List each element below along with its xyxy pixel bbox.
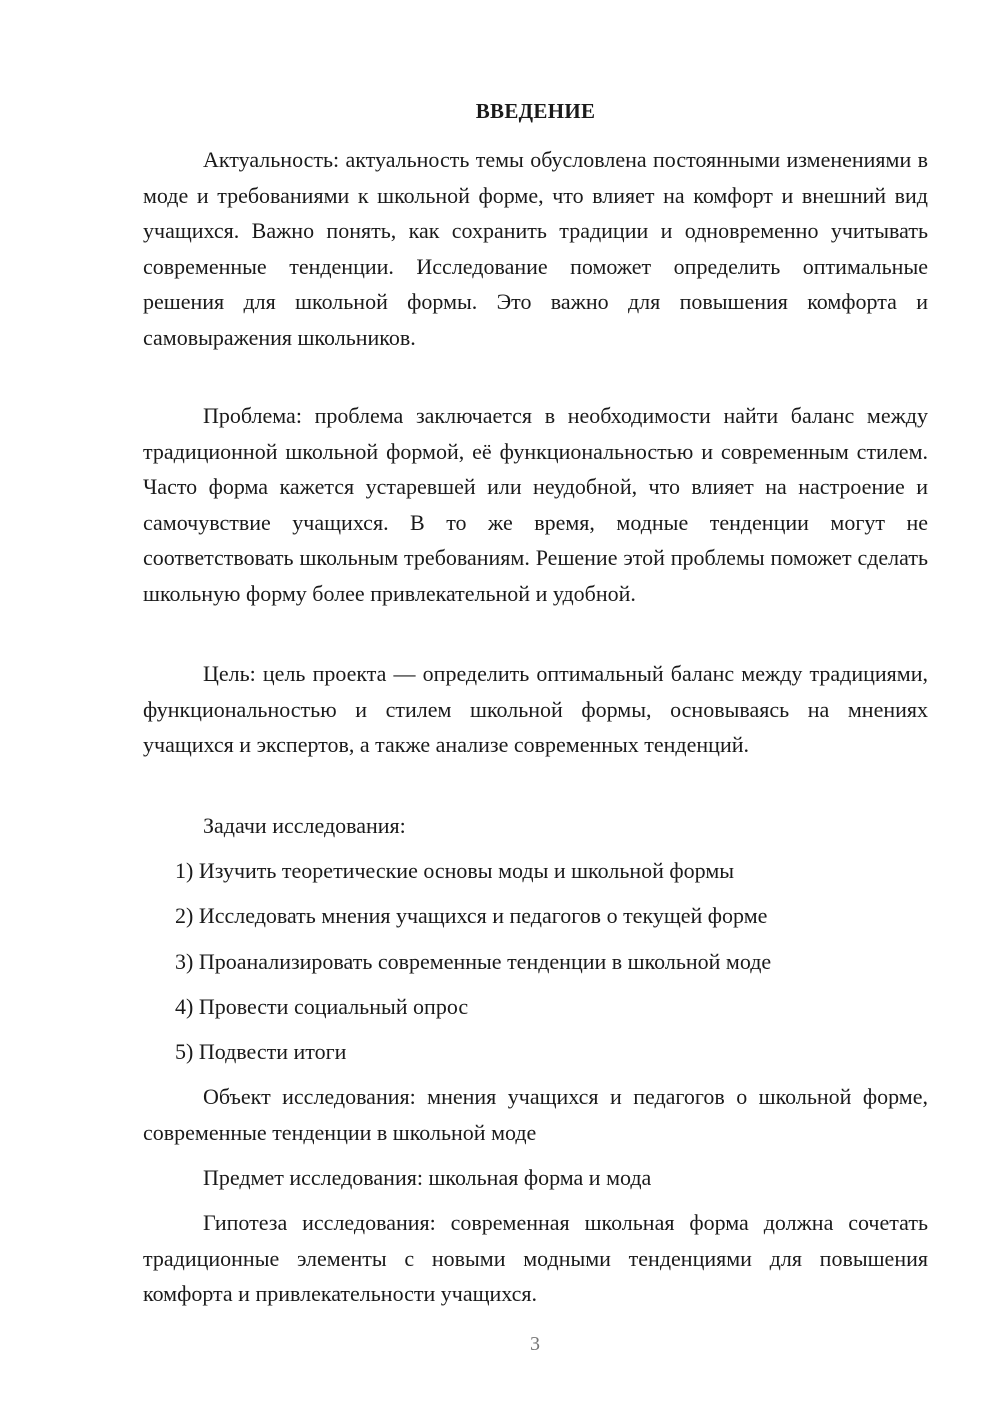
task-item: 5) Подвести итоги (175, 1039, 347, 1064)
page-number: 3 (530, 1333, 540, 1355)
relevance-paragraph: Актуальность: актуальность темы обусловлена постоянными изменениями в моде и требованиями к школьной форме, что влияет на комфорт и внешний вид учащихся. Важно понять, как сохранить традиции и одновременно учитывать современные тенденции. Исследование поможет определить оптимальные решения для школьной формы. Это важно для повышения комфорта и самовыражения школьников. (143, 147, 928, 350)
object-paragraph: Объект исследования: мнения учащихся и педагогов о школьной форме, современные тенденции в школьной моде (143, 1084, 928, 1145)
page-title: ВВЕДЕНИЕ (475, 99, 596, 123)
task-item: 2) Исследовать мнения учащихся и педагогов о текущей форме (175, 903, 768, 928)
problem-paragraph: Проблема: проблема заключается в необходимости найти баланс между традиционной школьной формой, её функциональностью и современным стилем. Часто форма кажется устаревшей или неудобной, что влияет на настроение и самочувствие учащихся. В то же время, модные тенденции могут не соответствовать школьным требованиям. Решение этой проблемы поможет сделать школьную форму более привлекательной и удобной. (143, 403, 928, 606)
hypothesis-paragraph: Гипотеза исследования: современная школьная форма должна сочетать традиционные элементы с новыми модными тенденциями для повышения комфорта и привлекательности учащихся. (143, 1210, 928, 1306)
task-item: 3) Проанализировать современные тенденции в школьной моде (175, 949, 772, 974)
task-item: 1) Изучить теоретические основы моды и школьной формы (175, 858, 735, 883)
tasks-heading: Задачи исследования: (203, 813, 406, 838)
subject-paragraph: Предмет исследования: школьная форма и мода (203, 1165, 652, 1190)
goal-paragraph: Цель: цель проекта — определить оптимальный баланс между традициями, функциональностью и стилем школьной формы, основываясь на мнениях учащихся и экспертов, а также анализе современных тенденций. (143, 661, 928, 757)
task-item: 4) Провести социальный опрос (175, 994, 469, 1019)
